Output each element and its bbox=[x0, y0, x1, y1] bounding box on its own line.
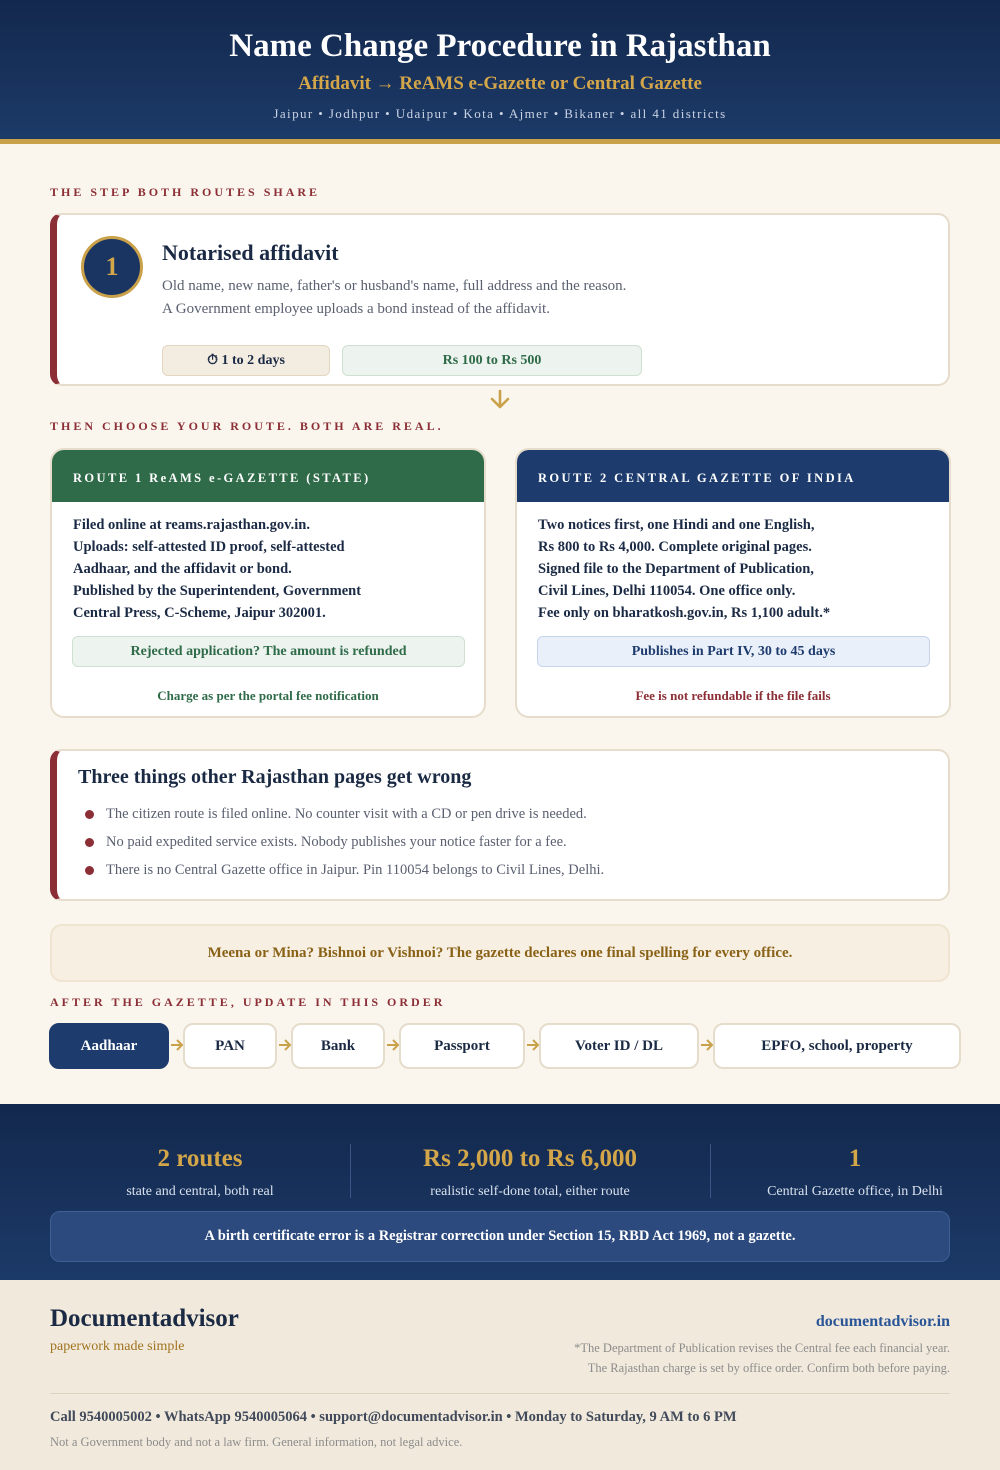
arrow-right-icon bbox=[278, 1037, 292, 1053]
arrow-right-icon bbox=[170, 1037, 184, 1053]
stat-value: 1 bbox=[848, 1145, 862, 1172]
arrow-right-icon bbox=[386, 1037, 400, 1053]
stat-caption: state and central, both real bbox=[126, 1184, 274, 1199]
route-1-footer: Charge as per the portal fee notification bbox=[157, 688, 379, 703]
stat-office bbox=[710, 1144, 1000, 1200]
route-1-header: ROUTE 1 ReAMS e-GAZETTE (STATE) bbox=[52, 450, 484, 502]
common-mistakes-title: Three things other Rajasthan pages get wrong bbox=[78, 766, 472, 788]
arrow-right-icon bbox=[700, 1037, 714, 1053]
route-2-line: Fee only on bharatkosh.gov.in, Rs 1,100 adult.* bbox=[538, 605, 831, 621]
page-title: Name Change Procedure in Rajasthan bbox=[229, 28, 771, 64]
routes-label: THEN CHOOSE YOUR ROUTE. BOTH ARE REAL. bbox=[50, 419, 444, 433]
route-2-header: ROUTE 2 CENTRAL GAZETTE OF INDIA bbox=[517, 450, 949, 502]
spelling-note: Meena or Mina? Bishnoi or Vishnoi? The gazette declares one final spelling for every office. bbox=[50, 924, 950, 982]
route-2-line: Two notices first, one Hindi and one English, bbox=[538, 517, 815, 533]
route-1-card bbox=[50, 448, 486, 718]
legal-disclaimer: Not a Government body and not a law firm. General information, not legal advice. bbox=[50, 1435, 463, 1449]
list-item bbox=[78, 831, 604, 859]
route-2-footer: Fee is not refundable if the file fails bbox=[635, 688, 831, 703]
arrow-right-icon bbox=[526, 1037, 540, 1053]
shared-step-label: THE STEP BOTH ROUTES SHARE bbox=[50, 185, 321, 199]
update-step-passport: Passport bbox=[399, 1023, 525, 1069]
route-2-line: Civil Lines, Delhi 110054. One office only. bbox=[538, 583, 796, 599]
fee-note-line: *The Department of Publication revises the Central fee each financial year. bbox=[574, 1341, 950, 1355]
website-link[interactable]: documentadvisor.in bbox=[815, 1313, 950, 1330]
fee-note-line: The Rajasthan charge is set by office order. Confirm both before paying. bbox=[587, 1361, 950, 1375]
bullet-icon bbox=[85, 838, 94, 847]
route-1-line: Uploads: self-attested ID proof, self-attested bbox=[73, 539, 345, 555]
list-item-text: No paid expedited service exists. Nobody publishes your notice faster for a fee. bbox=[106, 834, 567, 850]
common-mistakes-list bbox=[78, 803, 604, 887]
stats-band bbox=[0, 1104, 1000, 1280]
stat-cost bbox=[350, 1144, 710, 1200]
list-item-text: There is no Central Gazette office in Jaipur. Pin 110054 belongs to Civil Lines, Delhi. bbox=[106, 862, 605, 878]
brand-name: Documentadvisor bbox=[50, 1305, 239, 1332]
stat-caption: Central Gazette office, in Delhi bbox=[767, 1184, 943, 1199]
route-1-line: Central Press, C-Scheme, Jaipur 302001. bbox=[73, 605, 326, 621]
duration-pill: ⏱ 1 to 2 days bbox=[162, 345, 330, 376]
update-step-pan: PAN bbox=[183, 1023, 277, 1069]
route-1-details bbox=[73, 514, 473, 624]
route-1-line: Published by the Superintendent, Government bbox=[73, 583, 362, 599]
update-step-epfo: EPFO, school, property bbox=[713, 1023, 961, 1069]
route-2-line: Signed file to the Department of Publication, bbox=[538, 561, 814, 577]
publication-time-note: Publishes in Part IV, 30 to 45 days bbox=[537, 636, 930, 667]
stat-routes bbox=[50, 1144, 350, 1200]
footer-divider bbox=[50, 1393, 950, 1394]
refund-note: Rejected application? The amount is refunded bbox=[72, 636, 465, 667]
fee-revision-note bbox=[574, 1338, 950, 1378]
update-step-voter-id: Voter ID / DL bbox=[539, 1023, 699, 1069]
brand-tagline: paperwork made simple bbox=[50, 1339, 185, 1354]
route-2-line: Rs 800 to Rs 4,000. Complete original pages. bbox=[538, 539, 812, 555]
route-2-details bbox=[538, 514, 938, 624]
route-2-card bbox=[515, 448, 951, 718]
step-description-line: Old name, new name, father's or husband's name, full address and the reason. bbox=[162, 278, 627, 294]
update-step-aadhaar: Aadhaar bbox=[49, 1023, 169, 1069]
list-item bbox=[78, 803, 604, 831]
list-item-text: The citizen route is filed online. No counter visit with a CD or pen drive is needed. bbox=[106, 806, 587, 822]
update-step-bank: Bank bbox=[291, 1023, 385, 1069]
step-description-line: A Government employee uploads a bond instead of the affidavit. bbox=[162, 301, 550, 317]
step-title: Notarised affidavit bbox=[162, 240, 339, 265]
route-1-line: Filed online at reams.rajasthan.gov.in. bbox=[73, 517, 310, 533]
page-subtitle: Affidavit → ReAMS e-Gazette or Central Gazette bbox=[298, 73, 702, 94]
district-list: Jaipur • Jodhpur • Udaipur • Kota • Ajmer • Bikaner • all 41 districts bbox=[273, 106, 727, 121]
update-order-flow bbox=[49, 1023, 961, 1069]
page-footer bbox=[0, 1280, 1000, 1470]
list-item bbox=[78, 859, 604, 887]
route-1-line: Aadhaar, and the affidavit or bond. bbox=[73, 561, 292, 577]
stat-caption: realistic self-done total, either route bbox=[430, 1184, 630, 1199]
stat-value: 2 routes bbox=[157, 1145, 243, 1172]
bullet-icon bbox=[85, 866, 94, 875]
affidavit-step-card bbox=[50, 213, 950, 386]
step-description bbox=[162, 275, 626, 321]
fee-pill: Rs 100 to Rs 500 bbox=[342, 345, 642, 376]
common-mistakes-card bbox=[50, 749, 950, 901]
arrow-down-icon bbox=[488, 388, 512, 410]
birth-certificate-note: A birth certificate error is a Registrar correction under Section 15, RBD Act 1969, not a gazette. bbox=[50, 1211, 950, 1262]
page-header bbox=[0, 0, 1000, 144]
stat-value: Rs 2,000 to Rs 6,000 bbox=[423, 1145, 637, 1172]
update-order-label: AFTER THE GAZETTE, UPDATE IN THIS ORDER bbox=[50, 995, 446, 1009]
contact-info: Call 9540005002 • WhatsApp 9540005064 • support@documentadvisor.in • Monday to Saturday, 9 AM to 6 PM bbox=[50, 1409, 737, 1425]
bullet-icon bbox=[85, 810, 94, 819]
step-number-badge: 1 bbox=[81, 236, 143, 298]
